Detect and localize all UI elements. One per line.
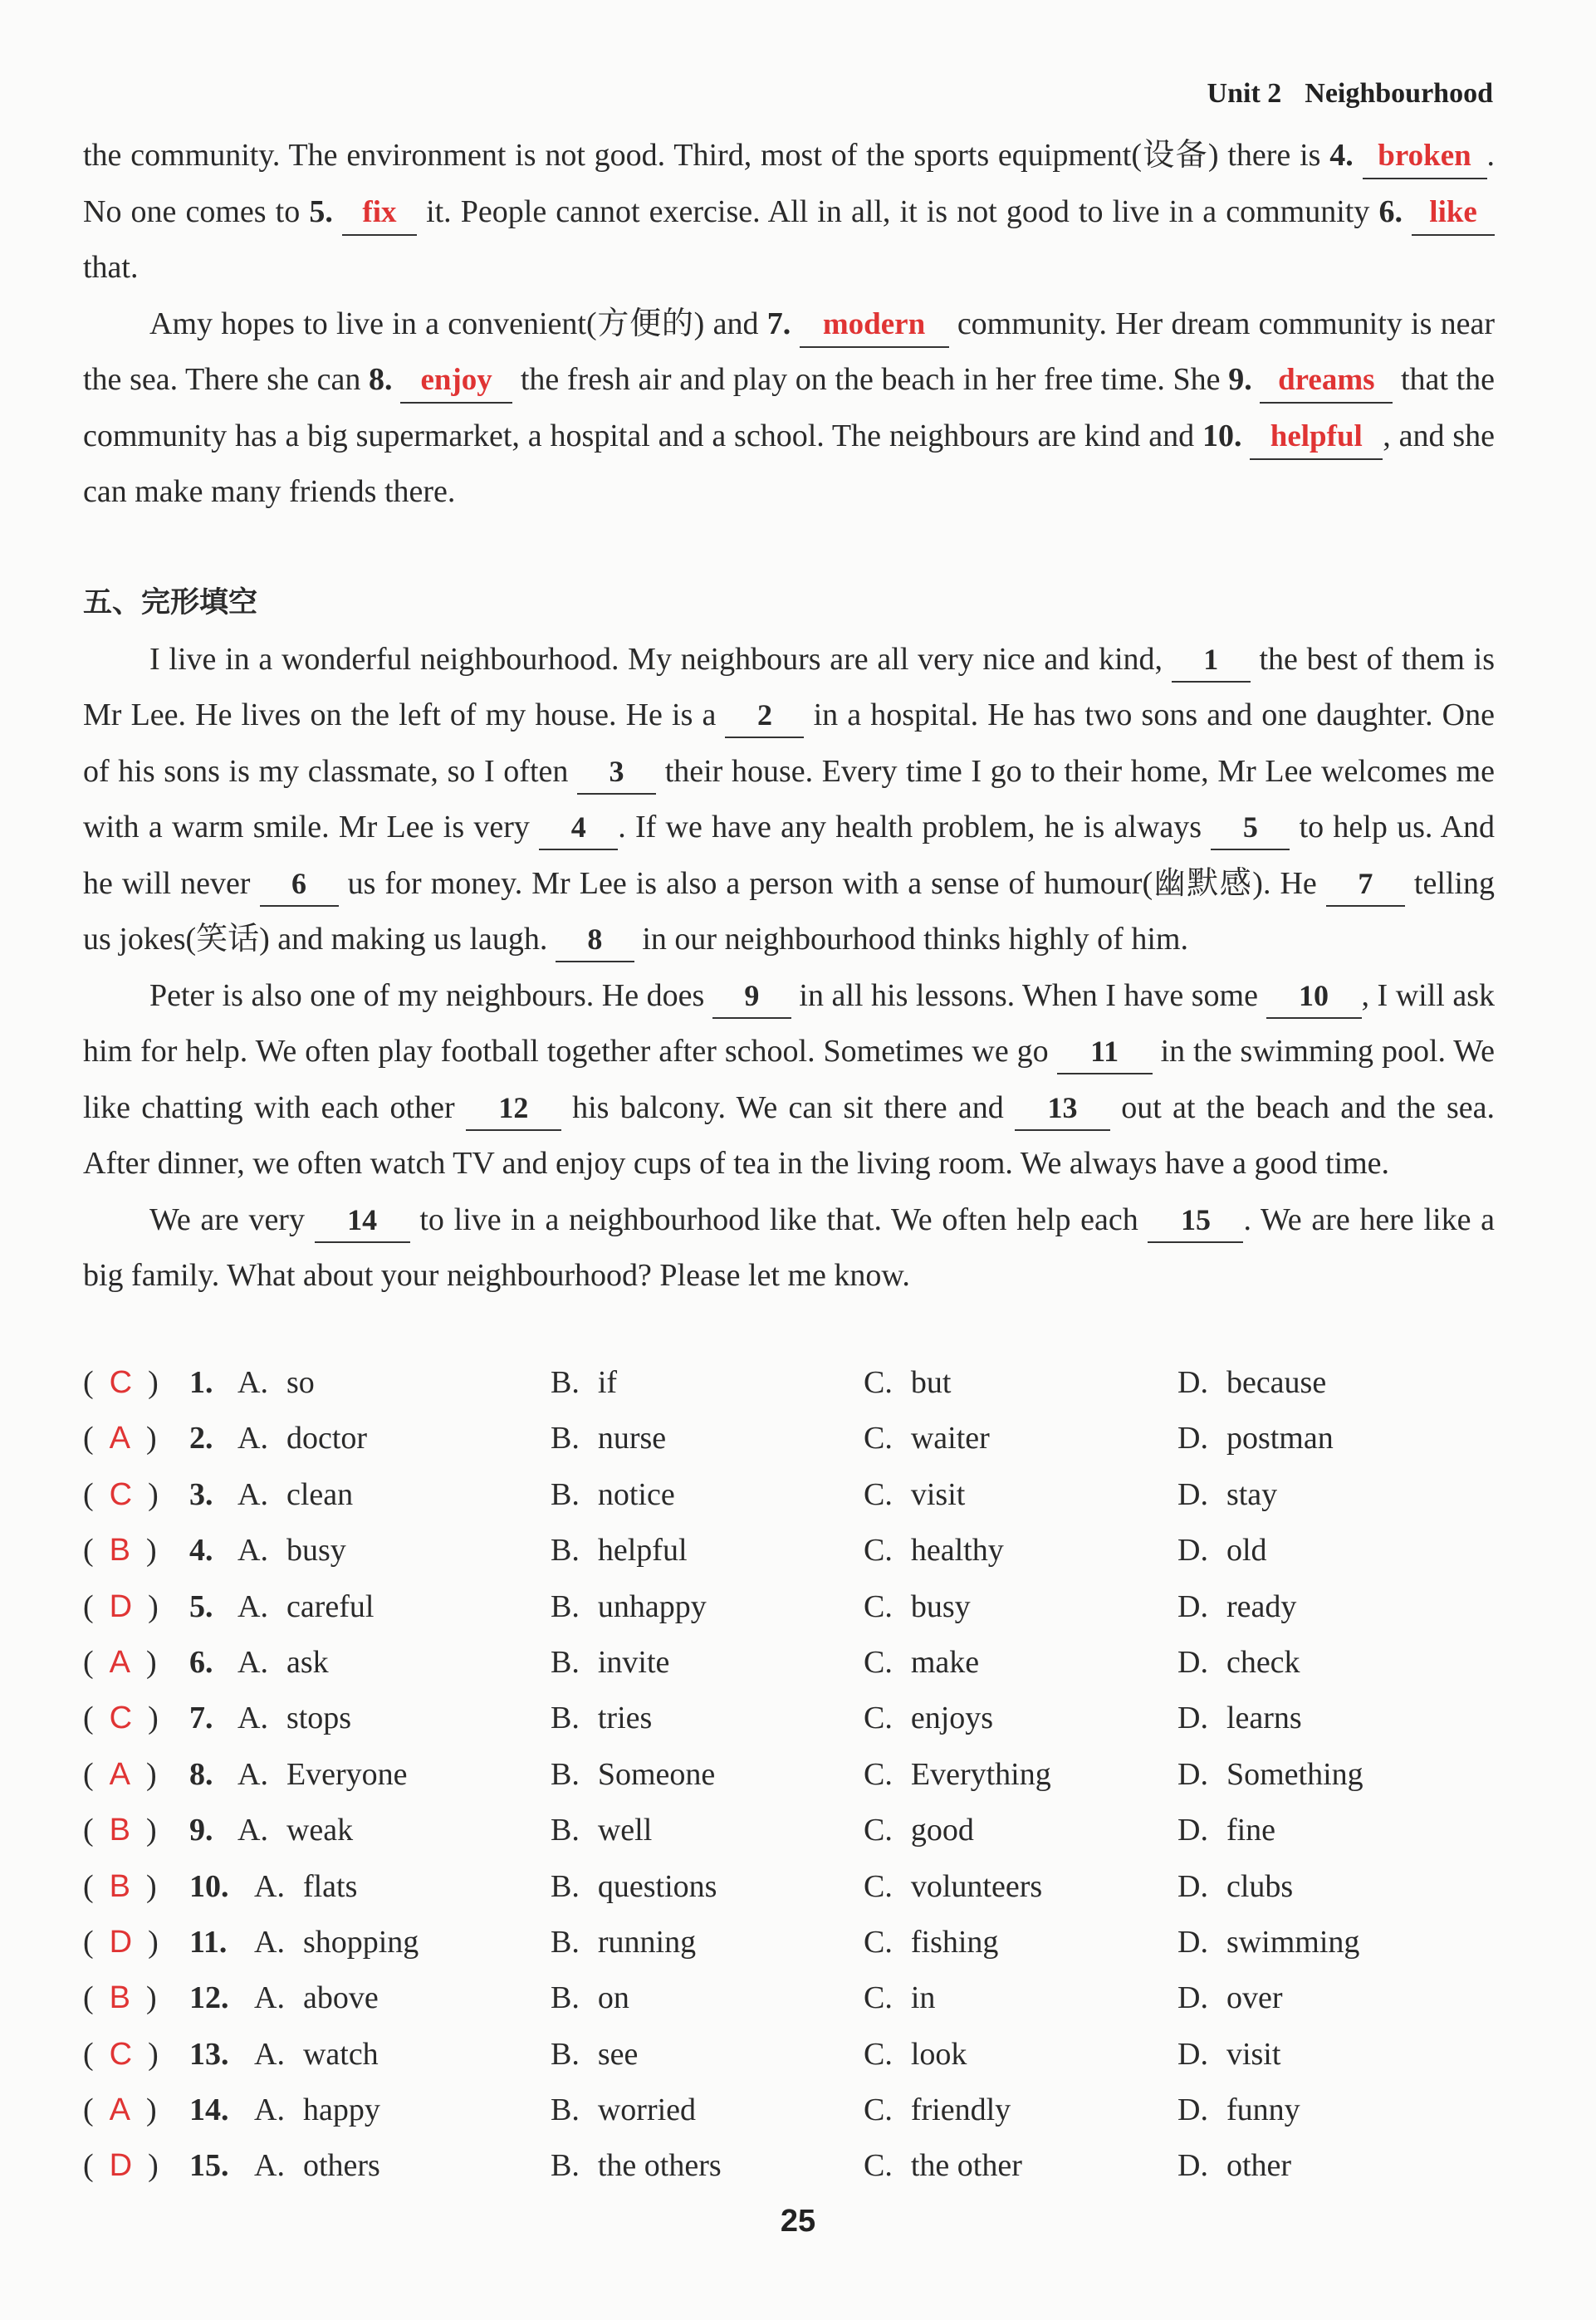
answer-bracket[interactable]: ( B ) [83, 1980, 157, 2016]
cloze-blank-1[interactable]: 1 [1172, 638, 1251, 683]
answer-bracket[interactable]: ( B ) [83, 1813, 157, 1848]
question-row-11 [83, 1915, 1511, 1970]
answer-blank-7[interactable]: modern [800, 302, 949, 348]
cloze-blank-12[interactable]: 12 [466, 1086, 561, 1131]
answer-letter: A [109, 1756, 131, 1792]
summary-paragraph-1: the community. The environment is not good. Third, most of the sports equipment(设备) there is 4. broken . No one comes to 5. fix it. People cannot exercise. All in all, it is not good to live in a community 6. like that. [83, 128, 1495, 296]
answer-letter: A [109, 2092, 131, 2128]
cloze-blank-5[interactable]: 5 [1211, 805, 1290, 850]
answer-bracket[interactable]: ( A ) [83, 1756, 157, 1792]
cloze-blank-13[interactable]: 13 [1015, 1086, 1110, 1131]
option-c[interactable]: C. Everything [864, 1756, 1051, 1792]
question-row-14 [83, 2083, 1511, 2138]
option-a[interactable]: A. flats [254, 1868, 358, 1904]
question-number: 4. [189, 1533, 213, 1569]
option-c[interactable]: C. look [864, 2036, 967, 2072]
option-d[interactable]: D. old [1177, 1533, 1267, 1569]
option-c[interactable]: C. the other [864, 2148, 1022, 2184]
cloze-blank-14[interactable]: 14 [315, 1198, 410, 1243]
answer-letter: A [109, 1421, 131, 1456]
question-number: 13. [189, 2036, 229, 2072]
option-a[interactable]: A. shopping [254, 1924, 419, 1960]
cloze-blank-15[interactable]: 15 [1148, 1198, 1243, 1243]
multiple-choice-options [83, 1355, 1511, 2195]
question-row-3 [83, 1467, 1511, 1523]
answer-bracket[interactable]: ( A ) [83, 2092, 157, 2128]
option-b[interactable]: B. invite [551, 1644, 670, 1680]
option-b[interactable]: B. helpful [551, 1533, 688, 1569]
answer-blank-4[interactable]: broken [1363, 134, 1487, 179]
cloze-blank-11[interactable]: 11 [1057, 1030, 1153, 1074]
page-header [1207, 78, 1493, 110]
option-c[interactable]: C. in [864, 1980, 936, 2016]
section-title: 五、完形填空 [83, 586, 258, 619]
option-b[interactable]: B. Someone [551, 1756, 716, 1792]
option-c[interactable]: C. visit [864, 1476, 966, 1512]
option-b[interactable]: B. notice [551, 1476, 675, 1512]
question-row-1 [83, 1355, 1511, 1411]
cloze-blank-4[interactable]: 4 [539, 805, 618, 850]
option-c[interactable]: C. enjoys [864, 1701, 994, 1736]
answer-bracket[interactable]: ( D ) [83, 1588, 159, 1624]
cloze-blank-6[interactable]: 6 [260, 862, 339, 907]
page-number: 25 [780, 2204, 816, 2239]
answer-blank-10[interactable]: helpful [1250, 414, 1383, 460]
option-a[interactable]: A. watch [254, 2036, 379, 2072]
option-d[interactable]: D. clubs [1177, 1868, 1294, 1904]
option-d[interactable]: D. learns [1177, 1701, 1302, 1736]
option-a[interactable]: A. busy [237, 1533, 346, 1569]
option-d[interactable]: D. postman [1177, 1421, 1334, 1456]
cloze-section [83, 575, 1495, 1304]
passage-summary [83, 128, 1495, 521]
question-row-13 [83, 2027, 1511, 2083]
option-c[interactable]: C. waiter [864, 1421, 990, 1456]
option-b[interactable]: B. tries [551, 1701, 653, 1736]
question-number: 5. [189, 1588, 213, 1624]
question-row-2 [83, 1411, 1511, 1466]
answer-bracket[interactable]: ( B ) [83, 1868, 157, 1904]
answer-letter: B [109, 1980, 131, 2016]
option-d[interactable]: D. swimming [1177, 1924, 1360, 1960]
cloze-blank-2[interactable]: 2 [725, 693, 804, 738]
question-row-9 [83, 1803, 1511, 1858]
answer-bracket[interactable]: ( C ) [83, 1701, 159, 1736]
header-title: Neighbourhood [1305, 78, 1493, 109]
answer-blank-9[interactable]: dreams [1260, 358, 1393, 404]
question-row-12 [83, 1970, 1511, 2026]
option-b[interactable]: B. running [551, 1924, 697, 1960]
cloze-paragraph-3: We are very 14 to live in a neighbourhood like that. We often help each 15 . We are here like a big family. What about your neighbourhood? Please let me know. [83, 1192, 1495, 1304]
question-number: 2. [189, 1421, 213, 1456]
option-c[interactable]: C. busy [864, 1588, 971, 1624]
question-row-4 [83, 1523, 1511, 1578]
option-d[interactable]: D. other [1177, 2148, 1292, 2184]
option-a[interactable]: A. Everyone [237, 1756, 408, 1792]
answer-letter: B [109, 1813, 131, 1848]
answer-letter: C [109, 2036, 133, 2072]
option-b[interactable]: B. well [551, 1813, 653, 1848]
cloze-paragraph-2: Peter is also one of my neighbours. He does 9 in all his lessons. When I have some 10 , I will ask him for help. We often play football together after school. Sometimes we go 11 in the swimming pool. We like chatting with each other 12 his balcony. We can sit there and 13 out at the beach and the sea. After dinner, we often watch TV and enjoy cups of tea in the living room. We always have a good time. [83, 968, 1495, 1192]
question-number: 1. [189, 1365, 213, 1400]
option-d[interactable]: D. ready [1177, 1588, 1297, 1624]
header-unit: Unit 2 [1207, 78, 1282, 109]
answer-letter: B [109, 1533, 131, 1569]
question-row-6 [83, 1635, 1511, 1691]
answer-blank-5[interactable]: fix [342, 190, 417, 236]
option-a[interactable]: A. careful [237, 1588, 375, 1624]
answer-bracket[interactable]: ( B ) [83, 1533, 157, 1569]
cloze-blank-10[interactable]: 10 [1266, 974, 1362, 1019]
cloze-blank-8[interactable]: 8 [556, 918, 634, 962]
cloze-paragraph-1: I live in a wonderful neighbourhood. My neighbours are all very nice and kind, 1 the best of them is Mr Lee. He lives on the left of my house. He is a 2 in a hospital. He has two sons and one daughter. One of his sons is my classmate, so I often 3 their house. Every time I go to their home, Mr Lee welcomes me with a warm smile. Mr Lee is very 4 . If we have any health problem, he is always 5 to help us. And he will never 6 us for money. Mr Lee is also a person with a sense of humour(幽默感). He 7 telling us jokes(笑话) and making us laugh. 8 in our neighbourhood thinks highly of him. [83, 632, 1495, 968]
cloze-blank-9[interactable]: 9 [712, 974, 791, 1019]
option-b[interactable]: B. if [551, 1365, 618, 1400]
question-number: 7. [189, 1701, 213, 1736]
option-d[interactable]: D. over [1177, 1980, 1283, 2016]
option-a[interactable]: A. doctor [237, 1421, 368, 1456]
answer-blank-8[interactable]: enjoy [400, 358, 512, 404]
question-number: 9. [189, 1813, 213, 1848]
answer-bracket[interactable]: ( C ) [83, 2036, 159, 2072]
answer-letter: B [109, 1868, 131, 1904]
option-c[interactable]: C. make [864, 1644, 980, 1680]
option-c[interactable]: C. healthy [864, 1533, 1004, 1569]
option-b[interactable]: B. worried [551, 2092, 697, 2128]
answer-letter: D [109, 1588, 133, 1624]
answer-letter: C [109, 1701, 133, 1736]
option-b[interactable]: B. questions [551, 1868, 717, 1904]
question-row-7 [83, 1691, 1511, 1746]
answer-bracket[interactable]: ( C ) [83, 1476, 159, 1512]
option-c[interactable]: C. fishing [864, 1924, 999, 1960]
option-a[interactable]: A. clean [237, 1476, 354, 1512]
option-a[interactable]: A. ask [237, 1644, 329, 1680]
option-d[interactable]: D. visit [1177, 2036, 1281, 2072]
cloze-blank-3[interactable]: 3 [577, 750, 656, 795]
answer-bracket[interactable]: ( D ) [83, 2148, 159, 2184]
question-number: 11. [189, 1924, 228, 1960]
option-d[interactable]: D. stay [1177, 1476, 1278, 1512]
question-row-15 [83, 2138, 1511, 2194]
question-number: 12. [189, 1980, 229, 2016]
option-c[interactable]: C. volunteers [864, 1868, 1043, 1904]
option-b[interactable]: B. on [551, 1980, 629, 2016]
question-row-8 [83, 1747, 1511, 1803]
answer-blank-6[interactable]: like [1412, 190, 1495, 236]
question-row-5 [83, 1579, 1511, 1635]
cloze-blank-7[interactable]: 7 [1326, 862, 1405, 907]
option-b[interactable]: B. the others [551, 2148, 722, 2184]
answer-bracket[interactable]: ( A ) [83, 1644, 157, 1680]
option-a[interactable]: A. weak [237, 1813, 354, 1848]
option-b[interactable]: B. unhappy [551, 1588, 707, 1624]
question-number: 14. [189, 2092, 229, 2128]
question-number: 8. [189, 1756, 213, 1792]
answer-bracket[interactable]: ( A ) [83, 1421, 157, 1456]
option-b[interactable]: B. see [551, 2036, 639, 2072]
option-d[interactable]: D. check [1177, 1644, 1300, 1680]
option-a[interactable]: A. others [254, 2148, 380, 2184]
option-a[interactable]: A. stops [237, 1701, 352, 1736]
answer-letter: D [109, 2148, 133, 2184]
option-a[interactable]: A. happy [254, 2092, 380, 2128]
option-c[interactable]: C. friendly [864, 2092, 1011, 2128]
option-d[interactable]: D. because [1177, 1365, 1327, 1400]
answer-bracket[interactable]: ( C ) [83, 1365, 159, 1400]
option-d[interactable]: D. Something [1177, 1756, 1363, 1792]
answer-bracket[interactable]: ( D ) [83, 1924, 159, 1960]
summary-paragraph-2: Amy hopes to live in a convenient(方便的) and 7. modern community. Her dream community is near the sea. There she can 8. enjoy the fresh air and play on the beach in her free time. She 9. dreams that the community has a big supermarket, a hospital and a school. The neighbours are kind and 10. helpful , and she can make many friends there. [83, 296, 1495, 521]
answer-letter: D [109, 1924, 133, 1960]
answer-letter: A [109, 1644, 131, 1680]
option-a[interactable]: A. above [254, 1980, 379, 2016]
option-a[interactable]: A. so [237, 1365, 315, 1400]
answer-letter: C [109, 1476, 133, 1512]
option-b[interactable]: B. nurse [551, 1421, 667, 1456]
option-d[interactable]: D. fine [1177, 1813, 1276, 1848]
question-number: 3. [189, 1476, 213, 1512]
question-number: 6. [189, 1644, 213, 1680]
option-c[interactable]: C. good [864, 1813, 974, 1848]
option-c[interactable]: C. but [864, 1365, 952, 1400]
answer-letter: C [109, 1365, 133, 1400]
question-number: 10. [189, 1868, 229, 1904]
question-row-10 [83, 1859, 1511, 1915]
question-number: 15. [189, 2148, 229, 2184]
option-d[interactable]: D. funny [1177, 2092, 1300, 2128]
